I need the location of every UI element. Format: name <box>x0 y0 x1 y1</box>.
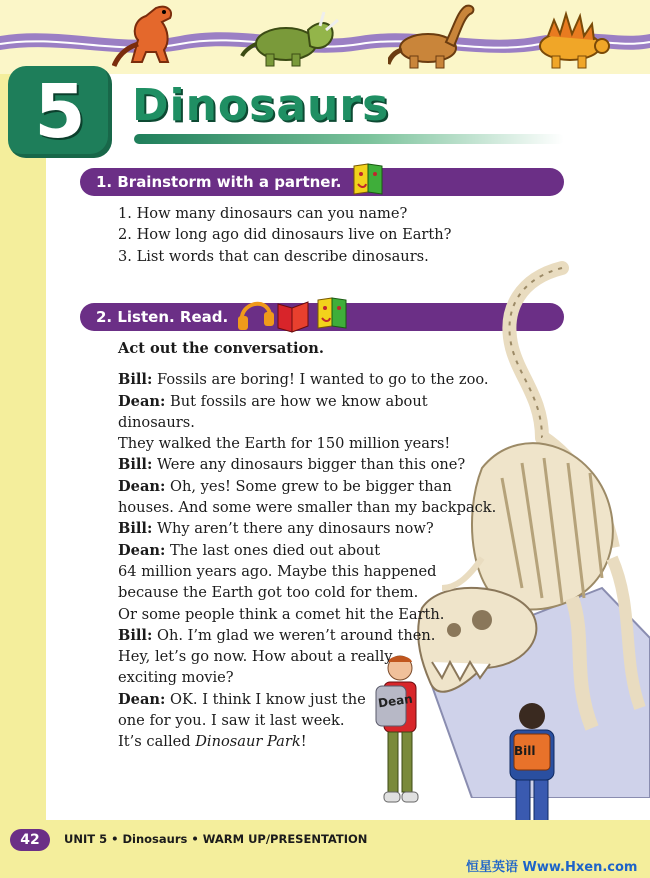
pair-work-faces-icon <box>350 162 386 196</box>
dialogue-line: It’s called Dinosaur Park! <box>118 733 307 751</box>
conversation-block <box>118 338 498 753</box>
footer-running-head: UNIT 5 • Dinosaurs • WARM UP/PRESENTATION <box>64 832 368 846</box>
stegosaurus-cartoon-icon <box>526 6 616 70</box>
dialogue-lines <box>118 369 498 752</box>
dialogue-line: Hey, let’s go now. How about a really <box>118 648 393 666</box>
page-number: 42 <box>10 829 50 851</box>
pair-work-faces-icon <box>314 296 350 330</box>
question-item: 1. How many dinosaurs can you name? <box>118 205 408 222</box>
dialogue-line: Dean: Oh, yes! Some grew to be bigger than <box>118 477 452 495</box>
dialogue-line: Bill: Fossils are boring! I wanted to go to the zoo. <box>118 371 489 389</box>
movie-title: Dinosaur Park <box>195 733 301 751</box>
shirt-label: Bill <box>514 744 536 758</box>
dialogue-line: 64 million years ago. Maybe this happened <box>118 562 437 580</box>
dialogue-line: They walked the Earth for 150 million years! <box>118 435 451 453</box>
section-2-heading: 2. Listen. Read. <box>96 308 229 326</box>
dialogue-line: Or some people think a comet hit the Earth. <box>118 605 445 623</box>
dialogue-line: Bill: Oh. I’m glad we weren’t around then. <box>118 626 436 644</box>
dialogue-line: Dean: OK. I think I know just the <box>118 690 366 708</box>
dialogue-line: Bill: Were any dinosaurs bigger than this one? <box>118 456 466 474</box>
dialogue-line: Dean: The last ones died out about <box>118 541 381 559</box>
dialogue-line: one for you. I saw it last week. <box>118 712 345 730</box>
title-underline-bar <box>134 134 564 144</box>
instruction: Act out the conversation. <box>118 340 324 357</box>
brontosaurus-cartoon-icon <box>388 0 478 70</box>
open-book-icon <box>276 298 310 334</box>
dialogue-line: because the Earth got too cold for them. <box>118 584 419 602</box>
dialogue-line: houses. And some were smaller than my backpack. <box>118 499 497 517</box>
triceratops-cartoon-icon <box>240 8 340 68</box>
dialogue-line: Bill: Why aren’t there any dinosaurs now? <box>118 520 434 538</box>
dialogue-line: Dean: But fossils are how we know about dinosaurs. <box>118 392 428 431</box>
backpack-label: Dean <box>377 691 414 711</box>
trex-cartoon-icon <box>112 0 202 70</box>
site-watermark: 恒星英语 Www.Hxen.com <box>466 860 638 875</box>
unit-title: Dinosaurs <box>132 80 390 131</box>
section-1-heading: 1. Brainstorm with a partner. <box>96 173 342 191</box>
question-item: 3. List words that can describe dinosaurs. <box>118 247 429 265</box>
headphones-icon <box>236 294 276 334</box>
question-item: 2. How long ago did dinosaurs live on Earth? <box>118 226 452 244</box>
unit-number: 5 <box>34 69 86 155</box>
dialogue-line: exciting movie? <box>118 669 234 687</box>
